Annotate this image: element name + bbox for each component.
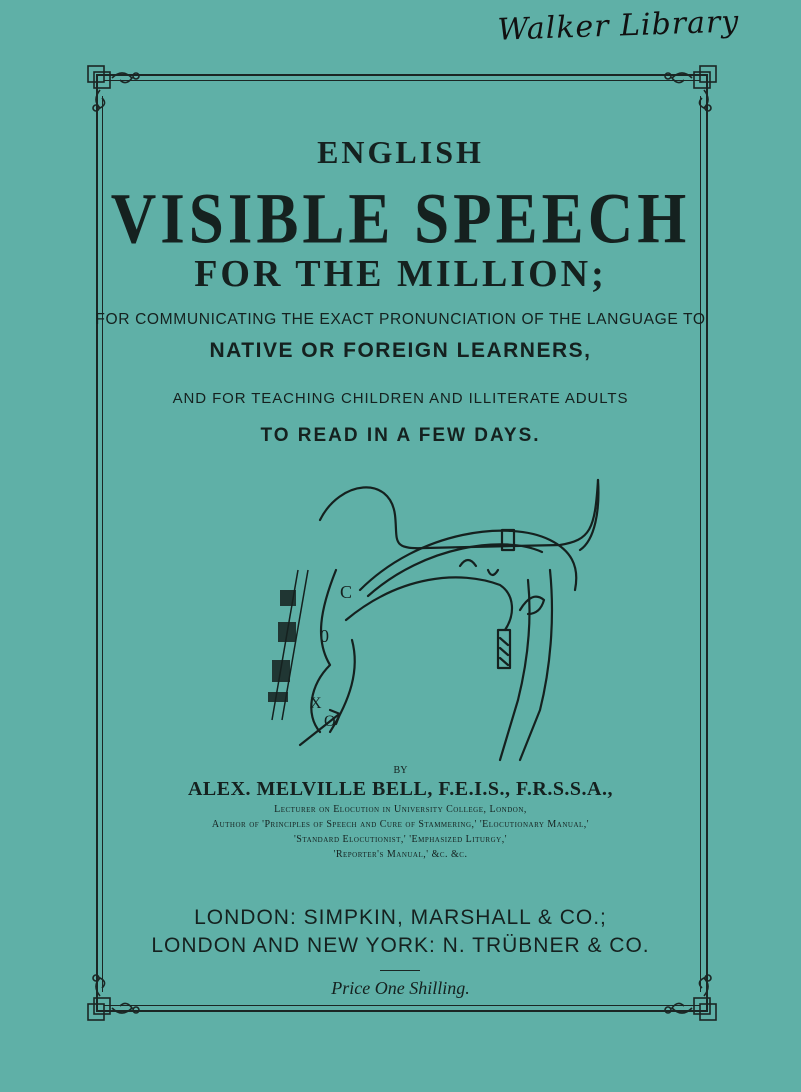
figure-label-x: X <box>310 695 322 712</box>
subtitle-goal: TO READ IN A FEW DAYS. <box>260 425 541 446</box>
handwritten-inscription: Walker Library <box>496 4 740 48</box>
author-credential-line: 'Standard Elocutionist,' 'Emphasized Liturgy,' <box>293 834 508 845</box>
frame-top-rule <box>96 74 708 76</box>
author-credential-line: 'Reporter's Manual,' &c. &c. <box>333 849 468 860</box>
subtitle-purpose: FOR COMMUNICATING THE EXACT PRONUNCIATION OF THE LANGUAGE TO <box>95 311 706 328</box>
author-credential-line: Author of 'Principles of Speech and Cure of Stammering,' 'Elocutionary Manual,' <box>211 819 590 830</box>
corner-ornament-top-left <box>86 64 148 114</box>
author-name: ALEX. MELVILLE BELL, F.E.I.S., F.R.S.S.A., <box>187 778 614 800</box>
frame-bottom-rule-inner <box>104 1005 700 1006</box>
title-line-for-the-million: FOR THE MILLION; <box>194 253 607 295</box>
vocal-organs-illustration <box>250 470 610 765</box>
title-line-english: ENGLISH <box>317 134 484 170</box>
figure-label-c: C <box>340 582 353 602</box>
publisher-line: LONDON: SIMPKIN, MARSHALL & CO.; <box>194 906 607 929</box>
price: Price One Shilling. <box>331 978 470 998</box>
corner-ornament-top-right <box>656 64 718 114</box>
frame-bottom-rule <box>96 1010 708 1012</box>
figure-label-o2: O <box>324 713 336 730</box>
subtitle-audience: NATIVE OR FOREIGN LEARNERS, <box>209 339 592 362</box>
title-line-visible-speech: VISIBLE SPEECH <box>110 178 691 259</box>
frame-top-rule-inner <box>104 80 700 81</box>
author-credential-line: Lecturer on Elocution in University College, London, <box>274 804 527 815</box>
publisher-line: LONDON AND NEW YORK: N. TRÜBNER & CO. <box>151 934 650 957</box>
subtitle-teaching: AND FOR TEACHING CHILDREN AND ILLITERATE ADULTS <box>172 390 629 407</box>
price-divider <box>380 970 420 971</box>
figure-label-o: 0 <box>320 626 329 646</box>
author-by: BY <box>393 765 408 776</box>
